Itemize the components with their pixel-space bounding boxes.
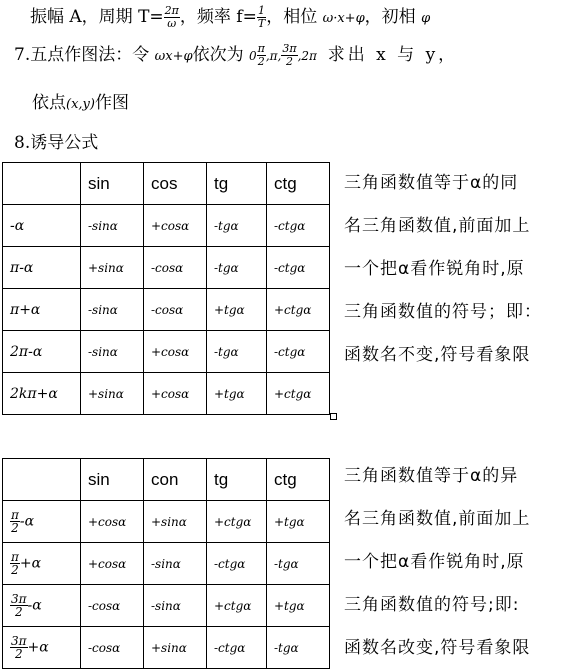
row-label: 2π-α <box>3 331 81 373</box>
table-cell: -sinα <box>144 585 207 627</box>
init-phase: φ <box>421 11 431 26</box>
frac-den: 2 <box>11 563 19 577</box>
table-cell: -cosα <box>144 247 207 289</box>
table-cell: -sinα <box>81 205 144 247</box>
table1-resize-handle[interactable] <box>330 413 337 420</box>
point-expr: (x,y) <box>66 97 95 112</box>
table-cell: +tgα <box>267 501 330 543</box>
table-cell: +sinα <box>144 627 207 669</box>
explanation-line: 一个把α看作锐角时,原 <box>344 259 525 279</box>
explanation-line: 三角函数值等于α的异 <box>344 466 519 486</box>
table-cell: +cosα <box>81 543 144 585</box>
table1-corner <box>3 163 81 205</box>
five-point-line2 <box>32 88 129 113</box>
table2-corner <box>3 459 81 501</box>
table-row <box>3 373 330 415</box>
section8-title: 8.诱导公式 <box>14 133 99 153</box>
pi-half-fraction <box>257 43 266 68</box>
table1-explanation <box>344 162 570 377</box>
freq-numerator: 1 <box>258 4 266 17</box>
table-cell: +cosα <box>144 205 207 247</box>
table-cell: -cosα <box>81 627 144 669</box>
period-numerator: 2π <box>164 4 179 17</box>
values-b: ,π, <box>265 49 282 63</box>
intro-text-a: 振幅 A，周期 T= <box>30 7 164 27</box>
table-row <box>3 205 330 247</box>
row-fraction <box>10 635 28 660</box>
freq-denominator: T <box>257 17 266 30</box>
table-cell: -ctgα <box>267 205 330 247</box>
table-cell: +tgα <box>207 373 267 415</box>
table-cell: -tgα <box>267 627 330 669</box>
row-op: -α <box>19 513 35 530</box>
values-a: 0 <box>248 49 257 63</box>
row-label <box>3 501 81 543</box>
three-pi-half-den: 2 <box>285 55 293 68</box>
frac-den: 2 <box>11 521 19 535</box>
explanation-line: 一个把α看作锐角时,原 <box>344 552 525 572</box>
row-fraction <box>10 551 20 576</box>
period-denominator: ω <box>167 17 177 30</box>
table-cell: +ctgα <box>207 585 267 627</box>
explanation-line: 三角函数值的符号；即： <box>344 302 542 322</box>
table-cell: -ctgα <box>267 331 330 373</box>
row-label: π+α <box>3 289 81 331</box>
intro-text-b: ，频率 f= <box>179 7 257 27</box>
explanation-line: 函数名改变,符号看象限 <box>344 638 531 658</box>
frac-num: π <box>11 508 19 522</box>
phase-expr: ω·x+φ <box>322 11 365 26</box>
table-row <box>3 247 330 289</box>
table1-header: tg <box>207 163 267 205</box>
five-point-mid: 依次为 <box>192 45 244 65</box>
table-cell: +sinα <box>144 501 207 543</box>
row-label: π-α <box>3 247 81 289</box>
frac-den: 2 <box>14 647 23 661</box>
table-cell: +ctgα <box>207 501 267 543</box>
table-cell: +sinα <box>81 247 144 289</box>
induction-table-2 <box>2 458 330 669</box>
explanation-line: 名三角函数值,前面加上 <box>344 509 531 529</box>
explanation-line: 函数名不变,符号看象限 <box>344 345 531 365</box>
table-cell: -tgα <box>267 543 330 585</box>
freq-fraction <box>257 5 266 30</box>
table-cell: -tgα <box>207 205 267 247</box>
frac-num: π <box>11 550 19 564</box>
table-cell: -sinα <box>81 289 144 331</box>
table-cell: -cosα <box>81 585 144 627</box>
frac-num: 3π <box>11 592 27 606</box>
three-pi-half-num: 3π <box>282 42 297 55</box>
table-cell: -tgα <box>207 331 267 373</box>
explanation-line: 名三角函数值,前面加上 <box>344 216 531 236</box>
row-label <box>3 543 81 585</box>
table-row <box>3 627 330 669</box>
table1-header: cos <box>144 163 207 205</box>
table2-header: sin <box>81 459 144 501</box>
period-fraction <box>164 5 180 30</box>
table-cell: -ctgα <box>207 543 267 585</box>
table2-explanation <box>344 455 570 670</box>
intro-line <box>30 2 430 30</box>
three-pi-half-fraction <box>281 43 297 68</box>
table1-header: ctg <box>267 163 330 205</box>
table-row <box>3 585 330 627</box>
five-point-expr: ωx+φ <box>154 49 193 64</box>
frac-den: 2 <box>14 605 23 619</box>
pi-half-den: 2 <box>257 55 265 68</box>
table-cell: +sinα <box>81 373 144 415</box>
five-point-line <box>14 40 458 68</box>
table-cell: +tgα <box>267 585 330 627</box>
row-label <box>3 627 81 669</box>
table-cell: +tgα <box>207 289 267 331</box>
line2-suffix: 作图 <box>94 93 129 113</box>
table-cell: -cosα <box>144 289 207 331</box>
explanation-line: 三角函数值的符号;即: <box>344 595 520 615</box>
table2-header: ctg <box>267 459 330 501</box>
intro-text-d: ，初相 <box>364 7 416 27</box>
table-cell: +cosα <box>81 501 144 543</box>
table-row <box>3 543 330 585</box>
table-cell: +ctgα <box>267 373 330 415</box>
row-fraction <box>10 509 20 534</box>
table-row <box>3 331 330 373</box>
table1-header: sin <box>81 163 144 205</box>
row-op: +α <box>19 555 42 572</box>
row-op: -α <box>27 597 42 614</box>
frac-num: 3π <box>11 634 27 648</box>
induction-table-1 <box>2 162 330 415</box>
table2-header: tg <box>207 459 267 501</box>
explanation-line: 三角函数值等于α的同 <box>344 173 519 193</box>
pi-half-num: π <box>257 42 265 55</box>
table2-header-row <box>3 459 330 501</box>
five-point-prefix: 7.五点作图法：令 <box>14 45 150 65</box>
table2-header: con <box>144 459 207 501</box>
line2-prefix: 依点 <box>32 93 66 113</box>
row-label: 2kπ+α <box>3 373 81 415</box>
table-row <box>3 501 330 543</box>
table-cell: -sinα <box>81 331 144 373</box>
row-fraction <box>10 593 28 618</box>
table-cell: -sinα <box>144 543 207 585</box>
table-cell: +cosα <box>144 331 207 373</box>
table-cell: -ctgα <box>207 627 267 669</box>
row-op: +α <box>27 639 49 656</box>
five-point-suffix: 求出 x 与 y， <box>327 45 459 65</box>
values-c: ,2π <box>297 49 317 63</box>
table-cell: -tgα <box>207 247 267 289</box>
table-cell: +cosα <box>144 373 207 415</box>
table-row <box>3 289 330 331</box>
row-label <box>3 585 81 627</box>
intro-text-c: ，相位 <box>266 7 318 27</box>
table1-header-row <box>3 163 330 205</box>
table-cell: +ctgα <box>267 289 330 331</box>
table-cell: -ctgα <box>267 247 330 289</box>
row-label: -α <box>3 205 81 247</box>
